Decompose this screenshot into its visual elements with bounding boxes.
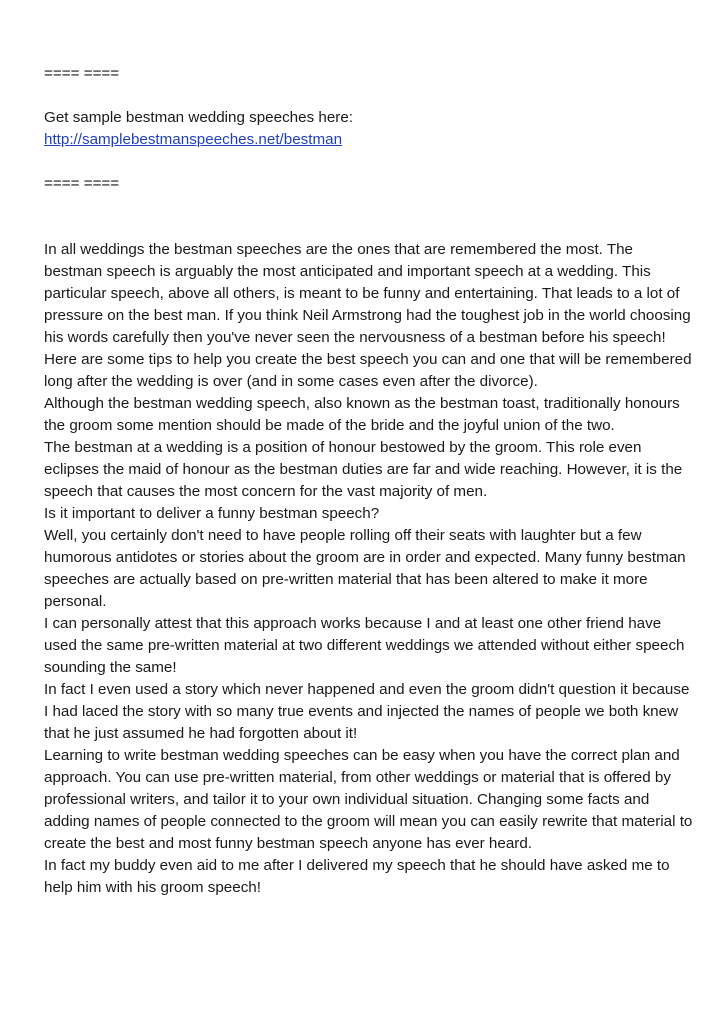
paragraph-story: In fact I even used a story which never happened and even the groom didn't question it because I had laced the story with so many true events and injected the names of people we both knew that he just assumed he had forgotten about it! xyxy=(44,681,690,742)
paragraph-toast: Although the bestman wedding speech, also known as the bestman toast, traditionally honours the groom some mention should be made of the bride and the joyful union of the two. xyxy=(44,395,680,434)
separator-top: ==== ==== xyxy=(44,65,120,82)
paragraph-attest: I can personally attest that this approach works because I and at least one other friend have used the same pre-written material at two different weddings we attended without either speech sounding the same! xyxy=(44,615,685,676)
paragraph-buddy: In fact my buddy even aid to me after I delivered my speech that he should have asked me to help him with his groom speech! xyxy=(44,857,670,896)
paragraph-honour: The bestman at a wedding is a position of honour bestowed by the groom. This role even eclipses the maid of honour as the bestman duties are far and wide reaching. However, it is the speech that causes the most concern for the vast majority of men. xyxy=(44,439,683,500)
separator-bottom: ==== ==== xyxy=(44,175,120,192)
paragraph-intro: In all weddings the bestman speeches are the ones that are remembered the most. The bestman speech is arguably the most anticipated and important speech at a wedding. This particular speech, above all others, is meant to be funny and entertaining. That leads to a lot of pressure on the best man. If you think Neil Armstrong had the toughest job in the world choosing his words carefully then you've never seen the nervousness of a bestman before his speech! xyxy=(44,241,691,346)
promo-link[interactable]: http://samplebestmanspeeches.net/bestman xyxy=(44,131,343,148)
paragraph-learning: Learning to write bestman wedding speeches can be easy when you have the correct plan and approach. You can use pre-written material, from other weddings or material that is offered by professional writers, and tailor it to your own individual situation. Changing some facts and adding names of people connected to the groom will mean you can easily rewrite that material to create the best and most funny bestman speech anyone has ever heard. xyxy=(44,747,693,852)
promo-link-line xyxy=(44,129,694,151)
document-page xyxy=(44,63,694,899)
paragraph-humor: Well, you certainly don't need to have people rolling off their seats with laughter but a few humorous antidotes or stories about the groom are in order and expected. Many funny bestman speeches are actually based on pre-written material that has been altered to make it more personal. xyxy=(44,527,686,610)
paragraph-tips: Here are some tips to help you create the best speech you can and one that will be remembered long after the wedding is over (and in some cases even after the divorce). xyxy=(44,351,692,390)
promo-text: Get sample bestman wedding speeches here: xyxy=(44,109,353,126)
paragraph-question: Is it important to deliver a funny bestman speech? xyxy=(44,505,380,522)
